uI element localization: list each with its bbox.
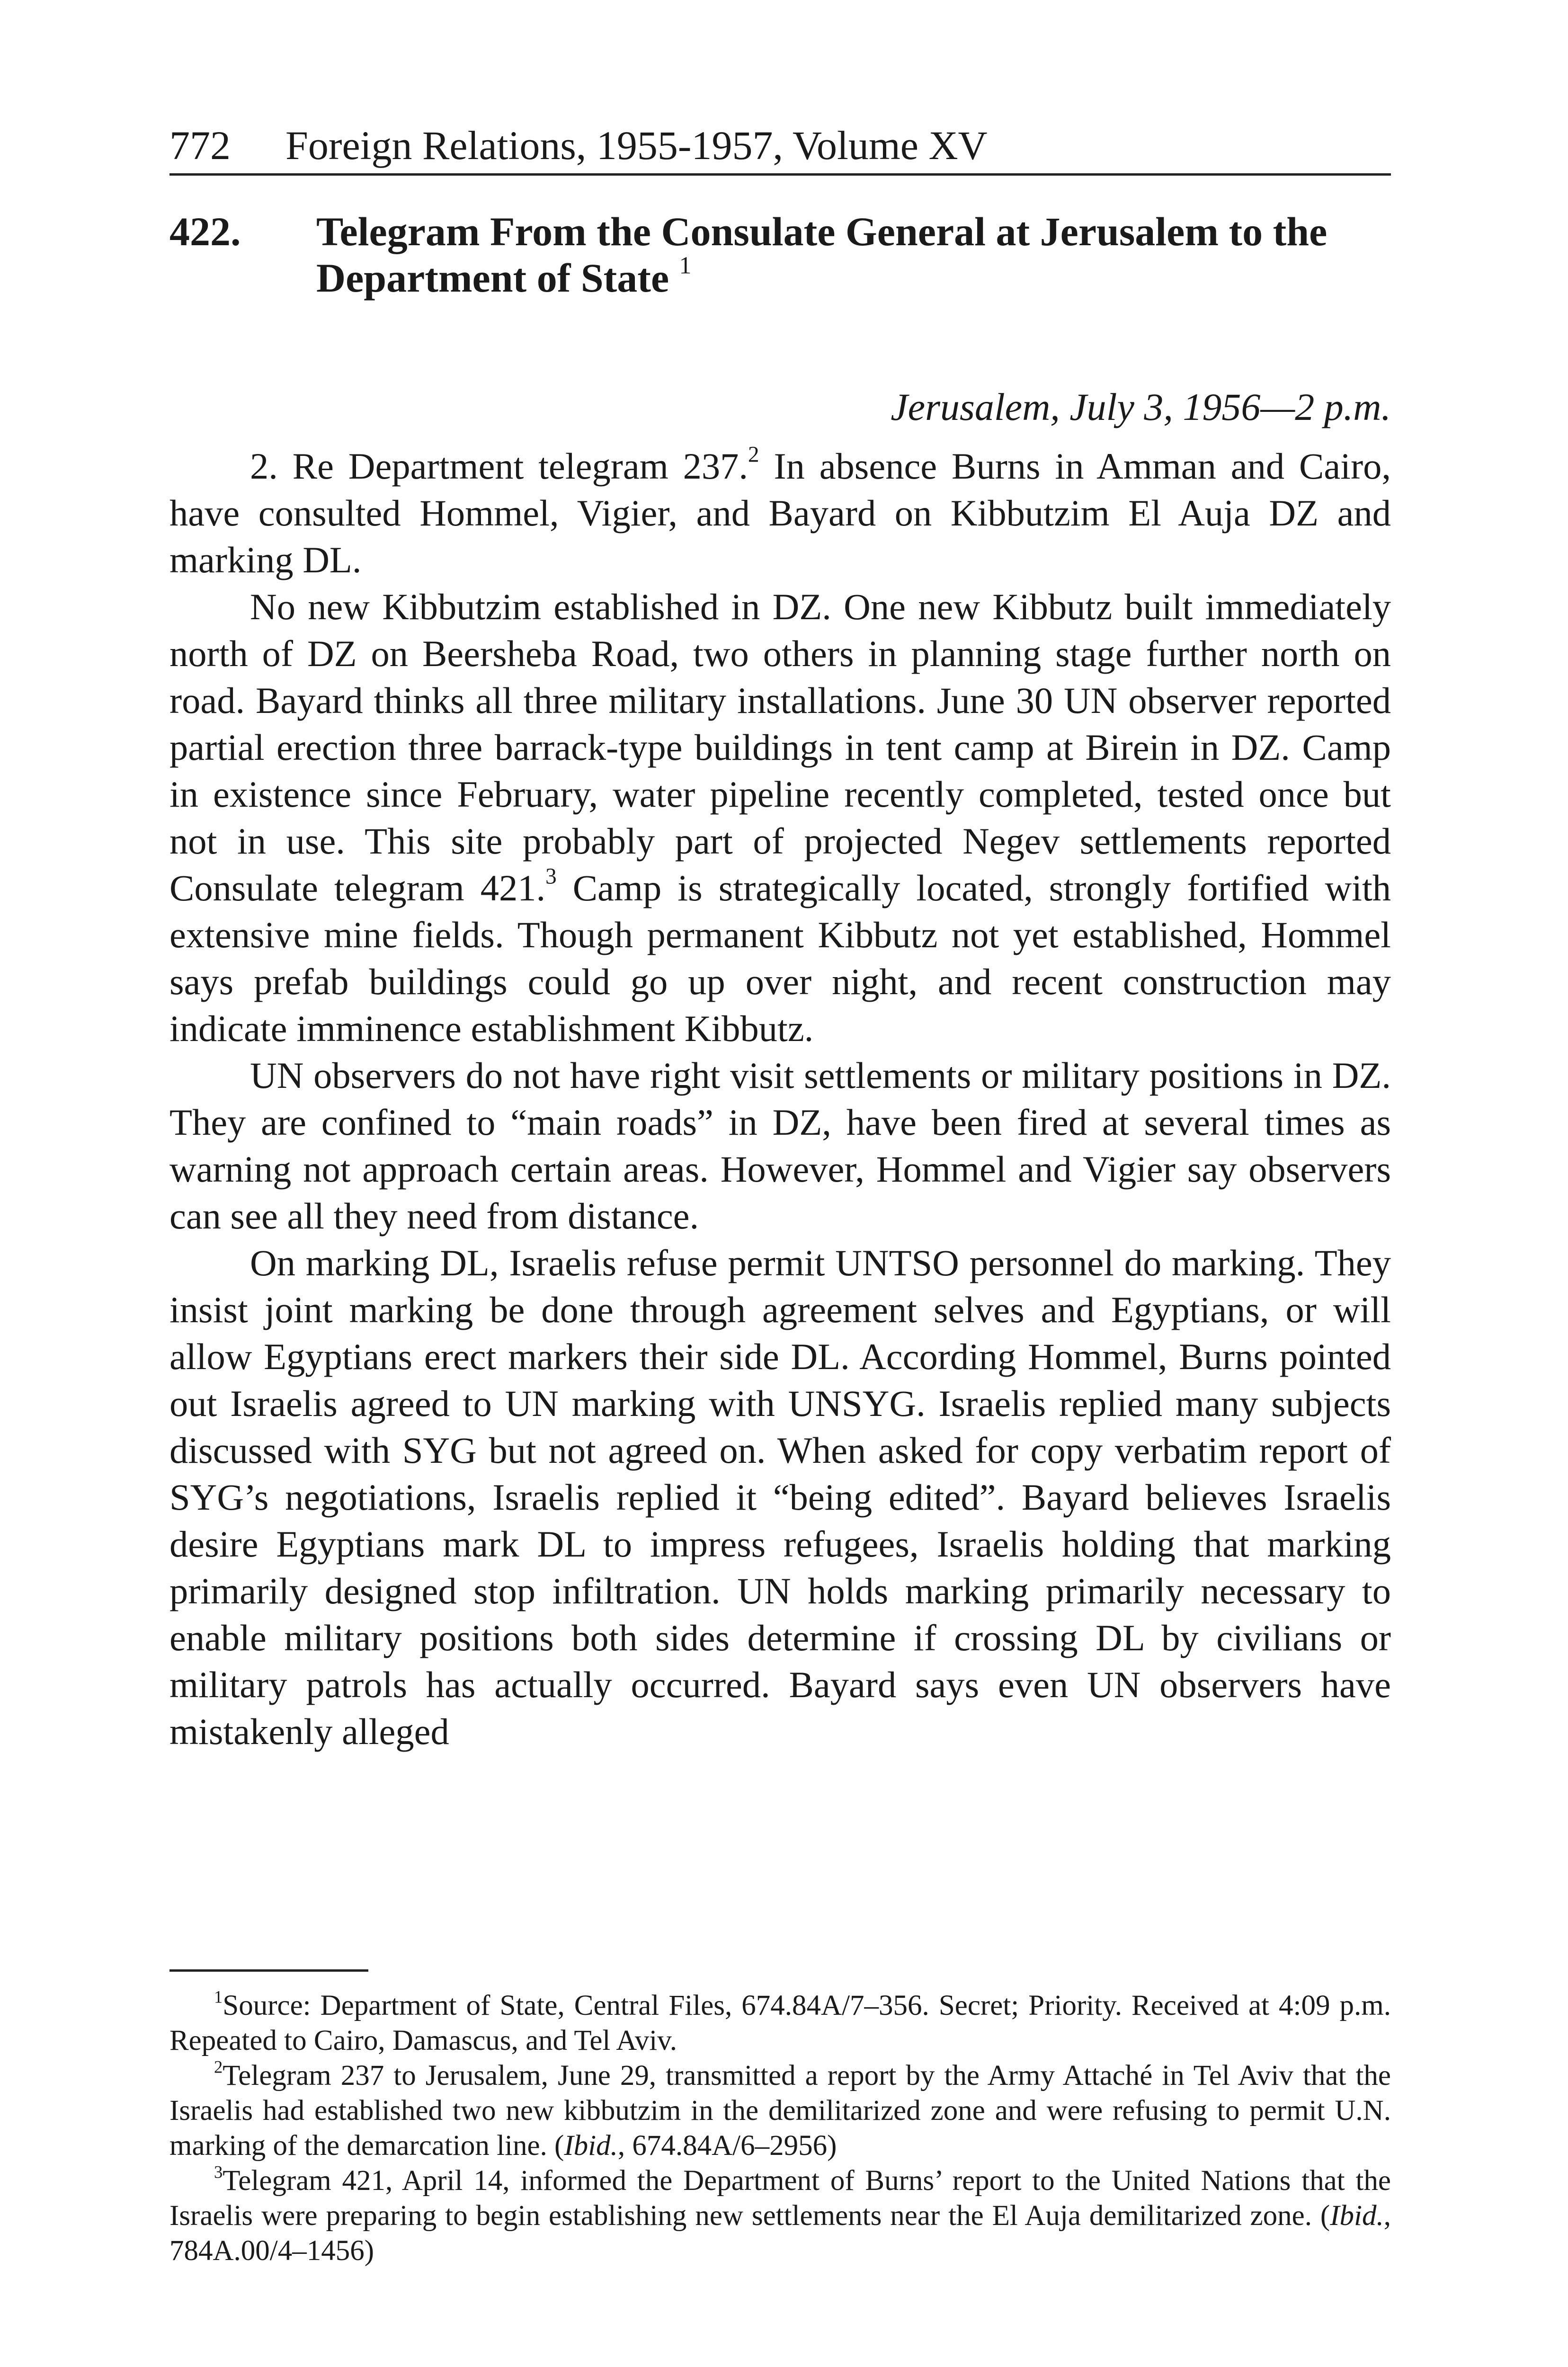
running-head (169, 119, 1391, 176)
ibid-reference: Ibid. (564, 2130, 618, 2162)
paragraph-text: 2. Re Department telegram 237. (250, 445, 748, 487)
title-footnote-marker: 1 (679, 252, 692, 279)
paragraph-text: On marking DL, Israelis refuse permit UNTSO personnel do marking. They insist joint marking be done through agreement selves and Egyptians, or will allow Egyptians erect markers their side DL. According Hommel, Burns pointed out Israelis agreed to UN marking with UNSYG. Israelis replied many subjects discussed with SYG but not agreed on. When asked for copy verbatim report of SYG’s negotiations, Israelis replied it “being edited”. Bayard believes Israelis desire Egyptians mark DL to impress refugees, Israelis holding that marking primarily designed stop infiltration. UN holds marking primarily necessary to enable military positions both sides determine if crossing DL by civilians or military patrols has actually occurred. Bayard says even UN observers have mistakenly alleged (169, 1242, 1391, 1752)
footnote-1 (169, 1988, 1391, 2058)
footnote-2 (169, 2058, 1391, 2163)
footnote-3 (169, 2163, 1391, 2269)
document-title-text: Telegram From the Consulate General at Jerusalem to the Department of State (316, 209, 1327, 301)
footnote-divider (169, 1969, 368, 1972)
footnote-text: Source: Department of State, Central Files, 674.84A/7–356. Secret; Priority. Received at 4:09 p.m. Repeated to Cairo, Damascus, and Tel Aviv. (169, 1990, 1391, 2056)
paragraph (169, 1052, 1391, 1239)
paragraph (169, 1239, 1391, 1755)
footnote-number: 1 (214, 1987, 223, 2007)
paragraph (169, 443, 1391, 583)
footnote-marker: 2 (748, 442, 759, 467)
paragraph (169, 583, 1391, 1052)
footnote-citation: , 784A.00/4–1456) (169, 2200, 1391, 2267)
document-title (316, 208, 1391, 301)
footnote-number: 2 (214, 2057, 223, 2077)
series-title: Foreign Relations, 1955-1957, Volume XV (285, 123, 988, 168)
telegram-body (169, 443, 1391, 1755)
ibid-reference: Ibid. (1330, 2200, 1384, 2232)
paragraph-text: No new Kibbutzim established in DZ. One new Kibbutz built immediately north of DZ on Beersheba Road, two others in planning stage further north on road. Bayard thinks all three military installations. June 30 UN observer reported partial erection three barrack-type buildings in tent camp at Birein in DZ. Camp in existence since February, water pipeline recently completed, tested once but not in use. This site probably part of projected Negev settlements reported Consulate telegram 421. (169, 586, 1391, 908)
document-heading (169, 208, 1391, 301)
footnote-text: Telegram 237 to Jerusalem, June 29, transmitted a report by the Army Attaché in Tel Aviv that the Israelis had established two new kibbutzim in the demilitarized zone and were refusing to permit U.N. marking of the demarcation line. ( (169, 2060, 1391, 2162)
footnote-number: 3 (214, 2162, 223, 2182)
footnote-marker: 3 (545, 864, 557, 889)
footnotes (169, 1988, 1391, 2269)
paragraph-text: UN observers do not have right visit settlements or military positions in DZ. They are confined to “main roads” in DZ, have been fired at several times as warning not approach certain areas. However, Hommel and Vigier say observers can see all they need from distance. (169, 1055, 1391, 1237)
page-number: 772 (169, 123, 231, 168)
paragraph-text: In absence Burns in Amman and Cairo, have consulted Hommel, Vigier, and Bayard on Kibbutzim El Auja DZ and marking DL. (169, 445, 1391, 580)
footnote-citation: , 674.84A/6–2956) (617, 2130, 837, 2162)
paragraph-text: Camp is strategically located, strongly fortified with extensive mine fields. Though permanent Kibbutz not yet established, Hommel says prefab buildings could go up over night, and recent construction may indicate imminence establishment Kibbutz. (169, 867, 1391, 1049)
document-number: 422. (169, 209, 241, 254)
dateline: Jerusalem, July 3, 1956—2 p.m. (891, 385, 1391, 428)
footnote-text: Telegram 421, April 14, informed the Department of Burns’ report to the United Nations that the Israelis were preparing to begin establishing new settlements near the El Auja demilitarized zone. ( (169, 2165, 1391, 2232)
